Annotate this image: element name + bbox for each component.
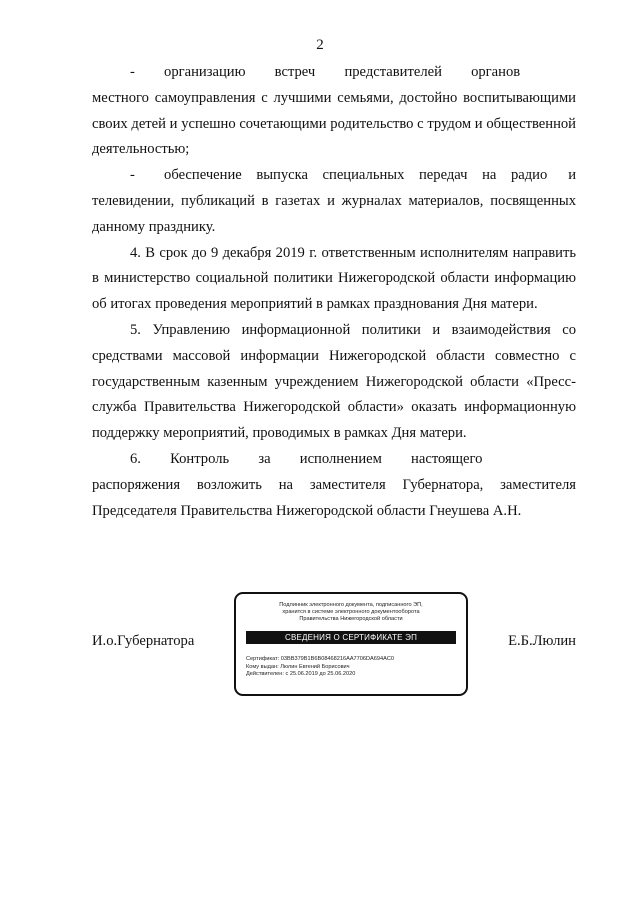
- certificate-owner: Кому выдан: Люлин Евгений Борисович: [246, 663, 350, 670]
- document-body: [92, 60, 576, 524]
- stamp-header-line: Подлинник электронного документа, подписанного ЭП,: [279, 602, 423, 608]
- certificate-details: [246, 656, 460, 679]
- paragraph-clause-4: 4. В срок до 9 декабря 2019 г. ответственным исполнителям направить в министерство социальной политики Нижегородской области информацию об итогах проведения мероприятий в рамках празднования Дня матери.: [92, 244, 576, 313]
- signer-title: И.о.Губернатора: [92, 633, 195, 649]
- stamp-header: [236, 602, 466, 623]
- certificate-banner: СВЕДЕНИЯ О СЕРТИФИКАТЕ ЭП: [246, 631, 456, 644]
- certificate-validity: Действителен: с 25.06.2019 до 25.06.2020: [246, 671, 356, 678]
- signer-name: Е.Б.Люлин: [508, 633, 576, 649]
- stamp-header-line: Правительства Нижегородской области: [299, 616, 403, 622]
- signature-block: [92, 592, 576, 702]
- paragraph-broadcasts-item: - обеспечение выпуска специальных передач на радио и телевидении, публикаций в газетах и журналах материалов, посвященных данному празднику.: [92, 167, 576, 235]
- page-number: 2: [316, 37, 324, 53]
- paragraph-clause-6: 6. Контроль за исполнением настоящего распоряжения возложить на заместителя Губернатора, заместителя Председателя Правительства Нижегородской области Гнеушева А.Н.: [92, 450, 576, 519]
- paragraph-meetings-item: - организацию встреч представителей органов местного самоуправления с лучшими семьями, достойно воспитывающими своих детей и успешно сочетающими родительство с трудом и общественной деятельностью;: [92, 64, 576, 158]
- stamp-header-line: хранится в системе электронного документооборота: [282, 609, 420, 615]
- e-signature-stamp: [234, 592, 468, 696]
- paragraph-clause-5: 5. Управлению информационной политики и взаимодействия со средствами массовой информации Нижегородской области совместно с государственным казенным учреждением Нижегородской области «Пресс-служба Правительства Нижегородской области» оказать информационную поддержку мероприятий, проводимых в рамках Дня матери.: [92, 321, 576, 442]
- certificate-number: Сертификат: 03BB379B1B6B08468216AA7706DA694AC0: [246, 656, 394, 662]
